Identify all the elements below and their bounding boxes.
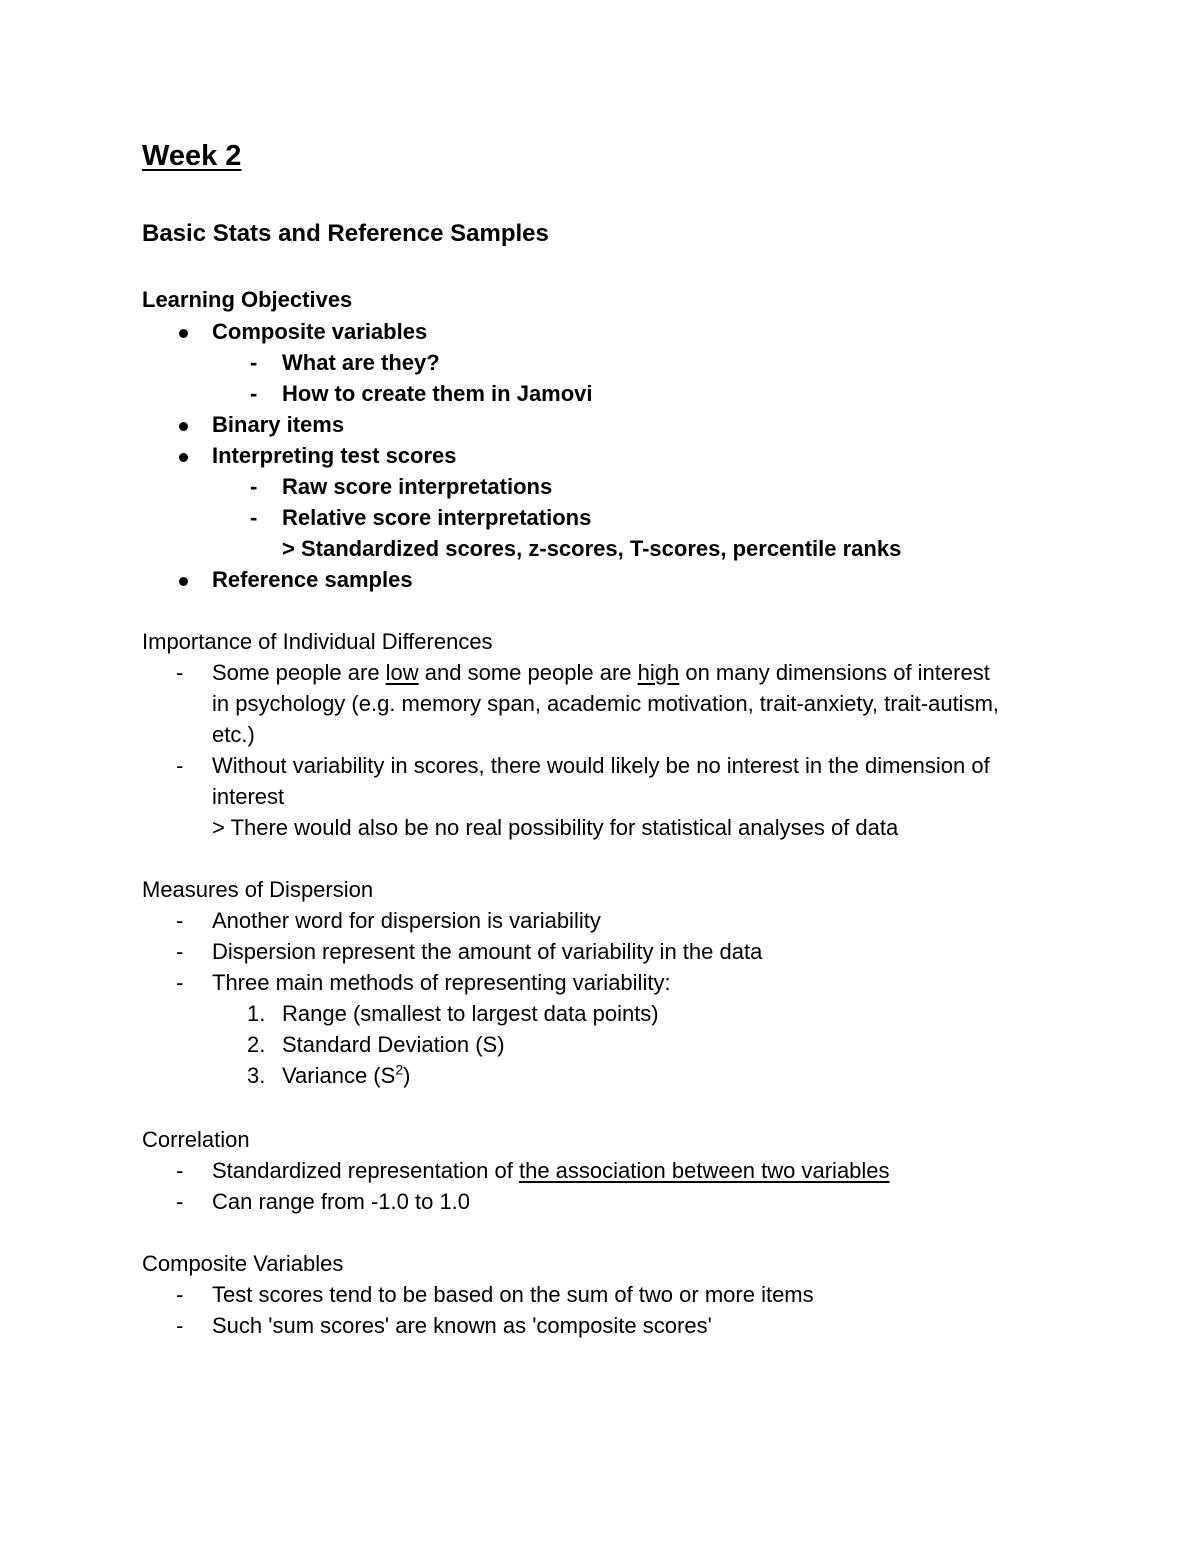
objective-subitem: How to create them in Jamovi: [282, 381, 593, 406]
list-item: Standardized representation of the association between two variables: [212, 1158, 890, 1183]
dash-marker: -: [250, 381, 258, 406]
dash-marker: -: [250, 350, 258, 375]
numbered-item: Variance $(S^2)$: [282, 1061, 411, 1088]
list-item: Another word for dispersion is variability: [212, 908, 601, 933]
dash-marker: -: [250, 505, 258, 530]
dash-marker: -: [176, 660, 184, 685]
objectives-heading: Learning Objectives: [142, 287, 353, 312]
bullet-icon: [179, 453, 188, 462]
association-emphasis: the association between two variables: [518, 1158, 890, 1183]
list-item-detail: > There would also be no real possibility for statistical analyses of data: [212, 815, 899, 840]
bullet-icon: [179, 577, 188, 586]
objective-subitem: Raw score interpretations: [282, 474, 553, 499]
objective-subitem: Relative score interpretations: [282, 505, 592, 530]
list-item-continued: in psychology (e.g. memory span, academic motivation, trait-anxiety, trait-autism,: [212, 691, 1000, 716]
high-emphasis: high: [637, 660, 680, 685]
objective-item: Interpreting test scores: [212, 443, 457, 468]
numbered-item: Range (smallest to largest data points): [282, 1001, 659, 1026]
dash-marker: -: [176, 1282, 184, 1307]
superscript-two: 2: [395, 1061, 404, 1078]
dash-marker: -: [176, 970, 184, 995]
dash-marker: -: [176, 1189, 184, 1214]
list-item-continued: interest: [212, 784, 285, 809]
list-item: Some people are low and some people are high on many dimensions of interest: [212, 660, 990, 685]
objective-item: Composite variables: [212, 319, 428, 344]
objective-item: Reference samples: [212, 567, 413, 592]
list-number: 1.: [247, 1001, 266, 1026]
list-item: Such 'sum scores' are known as 'composite scores': [212, 1313, 712, 1338]
dispersion-heading: Measures of Dispersion: [142, 877, 374, 902]
dash-marker: -: [176, 753, 184, 778]
list-item: Can range from -1.0 to 1.0: [212, 1189, 471, 1214]
list-item-continued: etc.): [212, 722, 255, 747]
dash-marker: -: [250, 474, 258, 499]
low-emphasis: low: [385, 660, 419, 685]
composite-heading: Composite Variables: [142, 1251, 344, 1276]
bullet-icon: [179, 422, 188, 431]
list-item: Dispersion represent the amount of variability in the data: [212, 939, 763, 964]
individual-differences-heading: Importance of Individual Differences: [142, 629, 493, 654]
correlation-heading: Correlation: [142, 1127, 250, 1152]
numbered-item: Standard Deviation (S): [282, 1032, 505, 1057]
list-item: Test scores tend to be based on the sum of two or more items: [212, 1282, 814, 1307]
dash-marker: -: [176, 939, 184, 964]
dash-marker: -: [176, 1158, 184, 1183]
week-heading: Week 2: [142, 140, 242, 172]
list-item: Without variability in scores, there would likely be no interest in the dimension of: [212, 753, 990, 778]
document-title: Basic Stats and Reference Samples: [142, 220, 549, 247]
objective-subitem: What are they?: [282, 350, 440, 375]
bullet-icon: [179, 329, 188, 338]
list-number: 2.: [247, 1032, 266, 1057]
dash-marker: -: [176, 908, 184, 933]
list-item: Three main methods of representing variability:: [212, 970, 671, 995]
list-number: 3.: [247, 1063, 266, 1088]
objective-detail: > Standardized scores, z-scores, T-scores, percentile ranks: [282, 536, 902, 561]
objective-item: Binary items: [212, 412, 345, 437]
dash-marker: -: [176, 1313, 184, 1338]
